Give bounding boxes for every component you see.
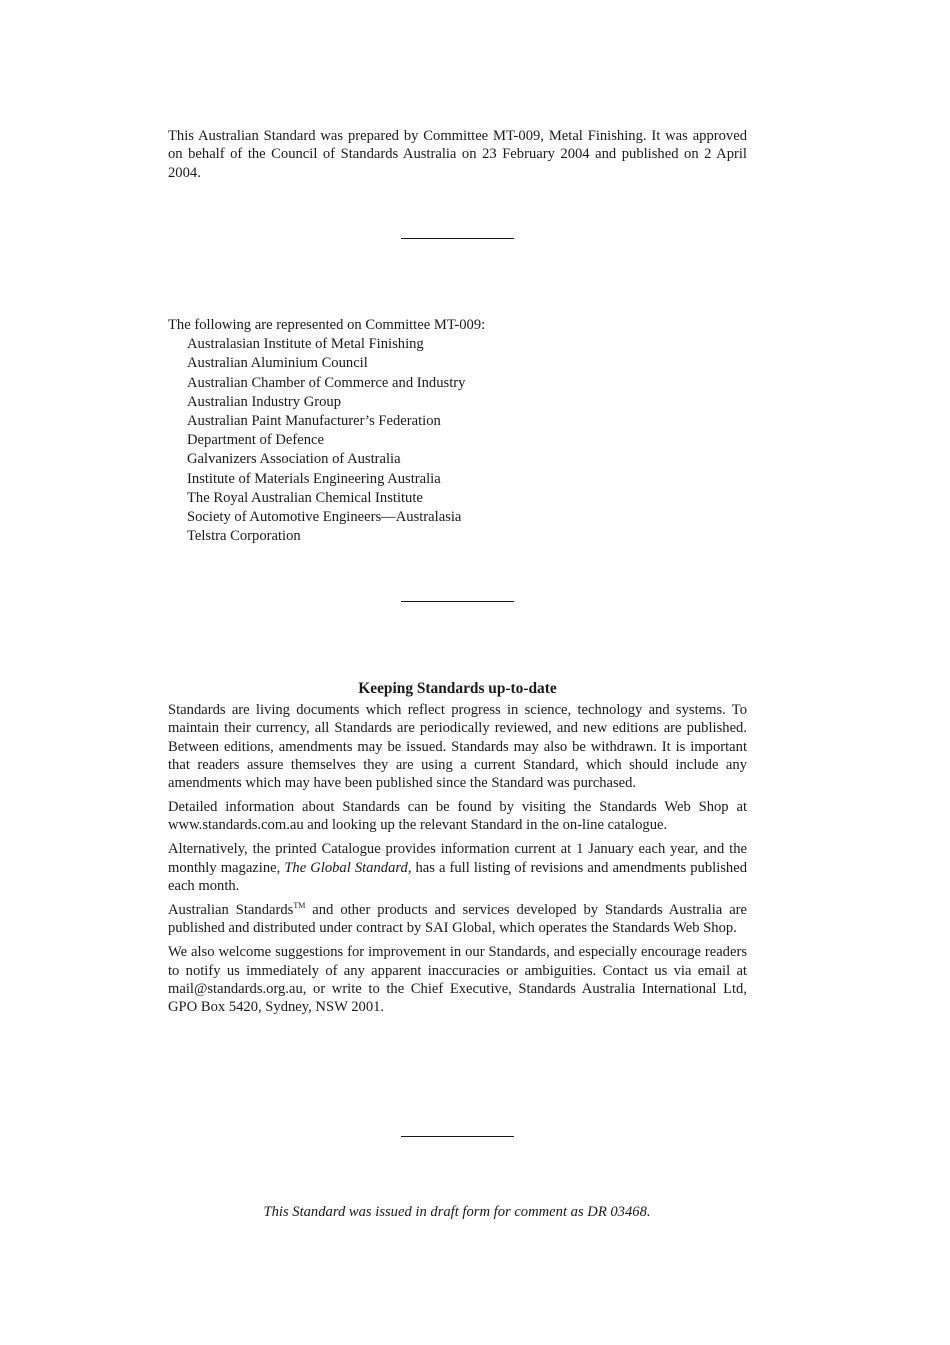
paragraph: Detailed information about Standards can be found by visiting the Standards Web Shop at www.standards.com.au and looking up the relevant Standard in the on-line catalogue. (168, 799, 747, 834)
trademark-mark: TM (293, 901, 306, 911)
section-heading: Keeping Standards up-to-date (358, 680, 557, 697)
committee-member: Australian Industry Group (187, 393, 342, 410)
draft-note: This Standard was issued in draft form for comment as DR 03468. (263, 1204, 651, 1220)
text-run: Alternatively, the printed Catalogue provides information current at 1 January each year, and the monthly magazine, (168, 841, 747, 876)
committee-member: Society of Automotive Engineers—Australasia (187, 509, 462, 526)
committee-member: Telstra Corporation (187, 528, 301, 545)
text-run: and other products and services developed by Standards Australia are published and distributed under contract by SAI Global, which operates the Standards Web Shop. (168, 902, 748, 937)
preparation-statement (168, 127, 747, 182)
committee-intro: The following are represented on Committee MT-009: (168, 317, 486, 333)
committee-member: Institute of Materials Engineering Australia (187, 470, 441, 487)
magazine-title: The Global Standard (284, 859, 408, 876)
divider-rule (401, 1136, 514, 1137)
preparation-text: This Australian Standard was prepared by Committee MT-009, Metal Finishing. It was approved on behalf of the Council of Standards Australia on 23 February 2004 and published on 2 April 2004. (168, 128, 747, 181)
committee-member: Department of Defence (187, 432, 324, 449)
committee-member: Australasian Institute of Metal Finishing (187, 336, 424, 353)
divider-rule (401, 238, 514, 239)
committee-member: The Royal Australian Chemical Institute (187, 489, 423, 506)
committee-section (168, 316, 747, 546)
committee-member: Australian Paint Manufacturer’s Federation (187, 413, 441, 430)
text-run: , has a full listing of revisions and amendments published each month. (168, 859, 747, 895)
committee-member: Australian Chamber of Commerce and Industry (187, 374, 466, 391)
keeping-up-to-date-section (168, 679, 747, 1017)
paragraph (168, 901, 747, 938)
divider-rule (401, 601, 514, 602)
paragraph: We also welcome suggestions for improvement in our Standards, and especially encourage readers to notify us immediately of any apparent inaccuracies or ambiguities. Contact us via email at mail@standards.org.au, or write to the Chief Executive, Standards Australia International Ltd, GPO Box 5420, Sydney, NSW 2001. (168, 944, 747, 1016)
paragraph (168, 840, 747, 895)
committee-member: Galvanizers Association of Australia (187, 451, 401, 468)
text-run: Australian Standards (168, 902, 294, 919)
paragraph: Standards are living documents which reflect progress in science, technology and systems. To maintain their currency, all Standards are periodically reviewed, and new editions are published. Between editions, amendments may be issued. Standards may also be withdrawn. It is important that readers assure themselves they are using a current Standard, which should include any amendments which may have been published since the Standard was purchased. (168, 702, 747, 792)
committee-member-list (168, 335, 747, 546)
committee-member: Australian Aluminium Council (187, 355, 368, 372)
